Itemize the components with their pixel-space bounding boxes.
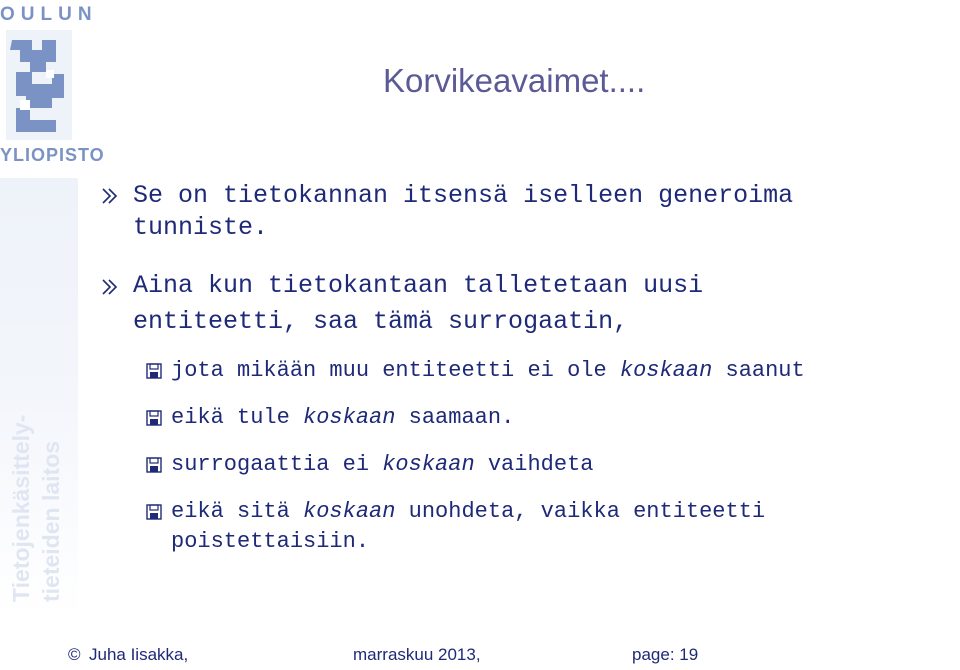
floppy-bullet-icon bbox=[145, 409, 163, 427]
bullet-2-line-1: Aina kun tietokantaan talletetaan uusi bbox=[133, 271, 704, 300]
logo-bottom-text: YLIOPISTO bbox=[0, 145, 105, 165]
sub-bullet-2: eikä tule koskaan saamaan. bbox=[171, 405, 515, 430]
sub-bullet-1: jota mikään muu entiteetti ei ole koskaan saanut bbox=[171, 358, 805, 383]
floppy-bullet-icon bbox=[145, 503, 163, 521]
slide-title: Korvikeavaimet.... bbox=[383, 62, 646, 99]
bullet-1-line-2: tunniste. bbox=[133, 213, 269, 242]
university-logo-mark bbox=[6, 30, 72, 140]
floppy-bullet-icon bbox=[145, 456, 163, 474]
dept-line-2: tieteiden laitos bbox=[38, 440, 64, 602]
footer-page-number: page: 19 bbox=[632, 645, 699, 664]
floppy-bullet-icon bbox=[145, 362, 163, 380]
arrow-bullet-icon bbox=[100, 186, 120, 206]
slide-footer bbox=[0, 645, 960, 667]
sub-bullet-4-line-2: poistettaisiin. bbox=[171, 529, 370, 554]
logo-top-text: OULUN bbox=[0, 4, 98, 25]
dept-line-1: Tietojenkäsittely- bbox=[8, 414, 34, 602]
arrow-bullet-icon bbox=[100, 277, 120, 297]
bullet-2-line-2: entiteetti, saa tämä surrogaatin, bbox=[133, 307, 629, 336]
sub-bullet-4: eikä sitä koskaan unohdeta, vaikka entiteetti bbox=[171, 499, 766, 524]
copyright-symbol: © bbox=[68, 645, 81, 664]
sub-bullet-3: surrogaattia ei koskaan vaihdeta bbox=[171, 452, 594, 477]
university-sidebar bbox=[0, 0, 105, 670]
bullet-1-line-1: Se on tietokannan itsensä iselleen generoima bbox=[133, 181, 794, 210]
footer-date: marraskuu 2013, bbox=[353, 645, 481, 664]
department-watermark bbox=[4, 406, 74, 606]
footer-author: Juha Iisakka, bbox=[89, 645, 189, 664]
